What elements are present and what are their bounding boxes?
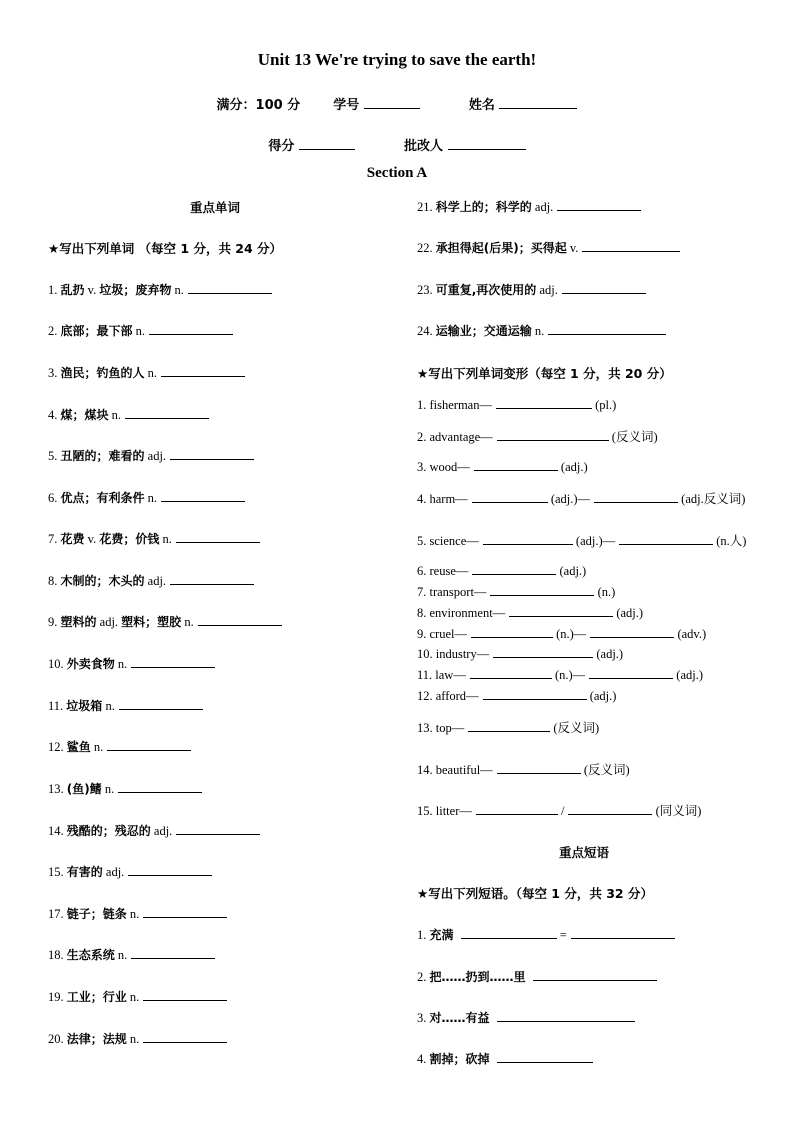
answer-blank[interactable] [594,490,678,503]
answer-blank[interactable] [468,719,550,732]
form-hint-2: (n.人) [713,534,747,548]
word-form-item [417,645,623,662]
item-number: 9. [48,615,58,629]
word-form-item [417,718,599,736]
item-pos: n. [126,907,140,921]
item-chinese: 垃圾箱 [66,699,103,713]
item-chinese-2: 垃圾；废弃物 [99,283,172,297]
form-hint: (adj.) [613,606,644,620]
item-number: 13. [48,782,64,796]
item-chinese: 乱扔 [60,283,85,297]
answer-blank[interactable] [472,562,556,575]
item-pos: adj. [150,824,173,838]
item-chinese: 花费 [60,532,85,546]
vocab-item [48,406,209,423]
form-hint: (adj.) [557,460,588,474]
answer-blank[interactable] [476,802,558,815]
form-base-word: 11. law— [417,668,466,682]
item-number: 15. [48,865,64,879]
item-chinese: 渔民；钓鱼的人 [60,366,145,380]
phrase-chinese: 把……扔到……里 [429,970,526,984]
form-hint: / [557,804,565,818]
item-number: 14. [48,824,64,838]
form-base-word: 8. environment— [417,606,506,620]
page-title: Unit 13 We're trying to save the earth! [257,50,537,69]
item-number: 2. [48,324,58,338]
form-base-word: 6. reuse— [417,564,469,578]
answer-blank[interactable] [562,281,646,294]
answer-blank[interactable] [483,532,573,545]
item-number: 4. [48,408,58,422]
answer-blank[interactable] [568,802,652,815]
answer-blank[interactable] [472,490,548,503]
item-number: 1. [48,283,58,297]
answer-blank[interactable] [143,905,227,918]
item-number: 19. [48,990,64,1004]
word-form-item [417,562,586,579]
answer-blank[interactable] [509,604,613,617]
item-number: 3. [48,366,58,380]
phrase-item [417,926,675,943]
answer-blank[interactable] [143,988,227,1001]
form-base-word: 9. cruel— [417,627,467,641]
item-pos: v. [84,283,100,297]
item-chinese: 有害的 [66,865,103,879]
form-base-word: 10. industry— [417,647,490,661]
vocab-item [48,364,245,381]
answer-blank[interactable] [557,198,641,211]
vocab-item [48,322,233,339]
form-hint: (n.)— [552,627,587,641]
word-form-item [417,625,706,642]
form-hint: (pl.) [591,398,617,412]
got-score-label: 得分 [268,139,295,154]
forms-instruction: ★写出下列单词变形（每空 1 分，共 20 分） [417,366,672,381]
vocab-item [48,530,260,547]
student-id-label: 学号 [333,98,360,113]
form-hint: (n.)— [551,668,586,682]
item-number: 3. [417,1011,427,1025]
vocab-item [48,572,254,589]
answer-blank[interactable] [548,322,666,335]
answer-blank[interactable] [119,697,203,710]
info-line-score [0,94,794,113]
answer-blank[interactable] [170,447,254,460]
vocab-item [417,281,646,298]
form-base-word: 3. wood— [417,460,470,474]
item-chinese: 外卖食物 [66,657,115,671]
form-hint-2: (adj.) [673,668,704,682]
word-form-item [417,583,615,600]
item-chinese: 生态系统 [66,948,115,962]
word-form-item [417,760,630,778]
item-chinese: 工业；行业 [66,990,127,1004]
phrase-item [417,1009,635,1026]
answer-blank[interactable] [571,926,675,939]
answer-blank[interactable] [497,428,609,441]
item-number: 6. [48,491,58,505]
form-base-word: 7. transport— [417,585,487,599]
vocab-item [48,613,282,630]
item-pos: v. [84,532,100,546]
form-base-word: 14. beautiful— [417,763,493,777]
item-chinese: 塑料的 [60,615,97,629]
got-score-blank[interactable] [299,136,355,150]
word-form-item [417,604,643,621]
vocab-item [48,905,227,922]
answer-blank[interactable] [161,364,245,377]
vocab-item [417,322,666,339]
word-form-item [417,801,701,819]
vocab-item [417,198,641,215]
answer-blank[interactable] [497,1050,593,1063]
item-pos: n. [108,408,122,422]
phrase-chinese: 对……有益 [429,1011,490,1025]
answer-blank[interactable] [590,625,674,638]
item-pos: n. [144,366,158,380]
form-base-word: 4. harm— [417,492,468,506]
item-chinese: 法律；法规 [66,1032,127,1046]
item-number: 10. [48,657,64,671]
item-chinese: 科学上的；科学的 [435,200,532,214]
answer-blank[interactable] [176,530,260,543]
form-hint: (反义词) [550,721,600,735]
vocab-item [48,489,245,506]
section-title: Section A [366,165,428,181]
student-id-blank[interactable] [364,95,420,109]
name-blank[interactable] [499,95,577,109]
item-pos: n. [126,990,140,1004]
form-hint: (反义词) [608,430,658,444]
item-number: 17. [48,907,64,921]
phrase-instruction: ★写出下列短语。（每空 1 分，共 32 分） [417,886,653,901]
form-hint-2: (adj.反义词) [678,492,746,506]
item-number: 21. [417,200,433,214]
answer-blank[interactable] [490,583,594,596]
word-form-item [417,396,616,413]
item-pos: n. [101,782,115,796]
form-hint: (adj.) [556,564,587,578]
item-chinese: 可重复,再次使用的 [435,283,537,297]
answer-blank[interactable] [131,655,215,668]
phrase-chinese: 割掉；砍掉 [429,1052,490,1066]
item-pos: n. [114,948,128,962]
answer-blank[interactable] [533,968,657,981]
form-base-word: 5. science— [417,534,479,548]
phrase-chinese: 充满 [429,928,454,942]
answer-blank[interactable] [496,396,592,409]
answer-blank[interactable] [497,1009,635,1022]
item-number: 7. [48,532,58,546]
answer-blank[interactable] [118,780,202,793]
vocab-item [48,780,202,797]
grader-label: 批改人 [404,139,444,154]
answer-blank[interactable] [582,239,680,252]
item-chinese: 残酷的；残忍的 [66,824,151,838]
answer-blank[interactable] [176,822,260,835]
answer-blank[interactable] [149,322,233,335]
item-pos: adj. [531,200,554,214]
item-number: 23. [417,283,433,297]
item-chinese: 木制的；木头的 [60,574,145,588]
item-pos: n. [90,740,104,754]
vocab-item [48,863,212,880]
name-label: 姓名 [468,98,495,113]
item-number: 12. [48,740,64,754]
item-pos: n. [531,324,545,338]
item-pos: adj. [144,574,167,588]
form-hint: (n.) [594,585,616,599]
answer-blank[interactable] [198,613,282,626]
item-pos: adj. [96,615,122,629]
form-base-word: 13. top— [417,721,465,735]
answer-blank[interactable] [131,946,215,959]
answer-blank[interactable] [170,572,254,585]
answer-blank[interactable] [461,926,557,939]
item-pos: n. [144,491,158,505]
answer-blank[interactable] [188,281,272,294]
form-hint-2: (adv.) [674,627,707,641]
item-pos-2: n. [159,532,172,546]
answer-blank[interactable] [143,1030,227,1043]
item-number: 2. [417,970,427,984]
vocab-item [417,239,680,256]
item-pos-2: n. [171,283,184,297]
phrase-item [417,1050,593,1067]
vocab-item [48,822,260,839]
item-pos-2: n. [181,615,194,629]
word-form-item [417,458,588,475]
vocab-instruction: ★写出下列单词 （每空 1 分，共 24 分） [48,241,283,256]
item-pos: adj. [144,449,167,463]
vocab-item [48,946,215,963]
form-base-word: 1. fisherman— [417,398,492,412]
form-hint: (反义词) [580,763,630,777]
item-chinese-2: 花费；价钱 [99,532,160,546]
item-pos: n. [114,657,128,671]
info-line-grade [0,135,794,154]
form-hint: (adj.) [593,647,624,661]
phrase-equals: = [556,928,567,942]
item-number: 11. [48,699,64,713]
item-number: 4. [417,1052,427,1066]
answer-blank[interactable] [619,532,713,545]
word-form-item [417,666,703,683]
item-chinese: 丑陋的；难看的 [60,449,145,463]
item-chinese: 优点；有利条件 [60,491,145,505]
item-chinese: 底部；最下部 [60,324,133,338]
item-pos: adj. [102,865,125,879]
vocab-item [48,655,215,672]
answer-blank[interactable] [493,645,593,658]
answer-blank[interactable] [125,406,209,419]
answer-blank[interactable] [128,863,212,876]
item-chinese: (鱼)鳍 [66,782,102,796]
vocab-item [48,447,254,464]
item-number: 22. [417,241,433,255]
form-hint: (adj.)— [572,534,616,548]
vocab-item [48,697,203,714]
vocab-item [48,281,272,298]
item-pos: v. [566,241,579,255]
item-number: 20. [48,1032,64,1046]
vocab-heading: 重点单词 [190,200,241,215]
item-number: 18. [48,948,64,962]
phrase-item [417,968,657,985]
answer-blank[interactable] [471,625,553,638]
answer-blank[interactable] [483,687,587,700]
item-number: 1. [417,928,427,942]
form-base-word: 15. litter— [417,804,472,818]
word-form-item [417,489,745,507]
item-pos: n. [132,324,146,338]
form-hint: (adj.) [586,689,617,703]
word-form-item [417,427,658,445]
vocab-item [48,1030,227,1047]
form-base-word: 2. advantage— [417,430,493,444]
word-form-item [417,687,616,704]
form-hint-2: (同义词) [652,804,702,818]
item-chinese: 承担得起(后果)；买得起 [435,241,567,255]
form-hint: (adj.)— [547,492,591,506]
item-chinese-2: 塑料；塑胶 [121,615,182,629]
answer-blank[interactable] [470,666,552,679]
item-number: 24. [417,324,433,338]
phrase-heading: 重点短语 [559,845,610,860]
answer-blank[interactable] [497,761,581,774]
item-number: 5. [48,449,58,463]
item-chinese: 链子；链条 [66,907,127,921]
item-chinese: 煤；煤块 [60,408,109,422]
form-base-word: 12. afford— [417,689,479,703]
item-chinese: 鲨鱼 [66,740,91,754]
item-pos: adj. [536,283,558,297]
answer-blank[interactable] [474,458,558,471]
answer-blank[interactable] [107,738,191,751]
item-pos: n. [102,699,115,713]
item-pos: n. [126,1032,140,1046]
word-form-item [417,531,746,549]
vocab-item [48,988,227,1005]
grader-blank[interactable] [448,136,526,150]
answer-blank[interactable] [161,489,245,502]
item-number: 8. [48,574,58,588]
answer-blank[interactable] [589,666,673,679]
vocab-item [48,738,191,755]
full-score-label: 满分：100 分 [216,98,301,113]
item-chinese: 运输业；交通运输 [435,324,532,338]
